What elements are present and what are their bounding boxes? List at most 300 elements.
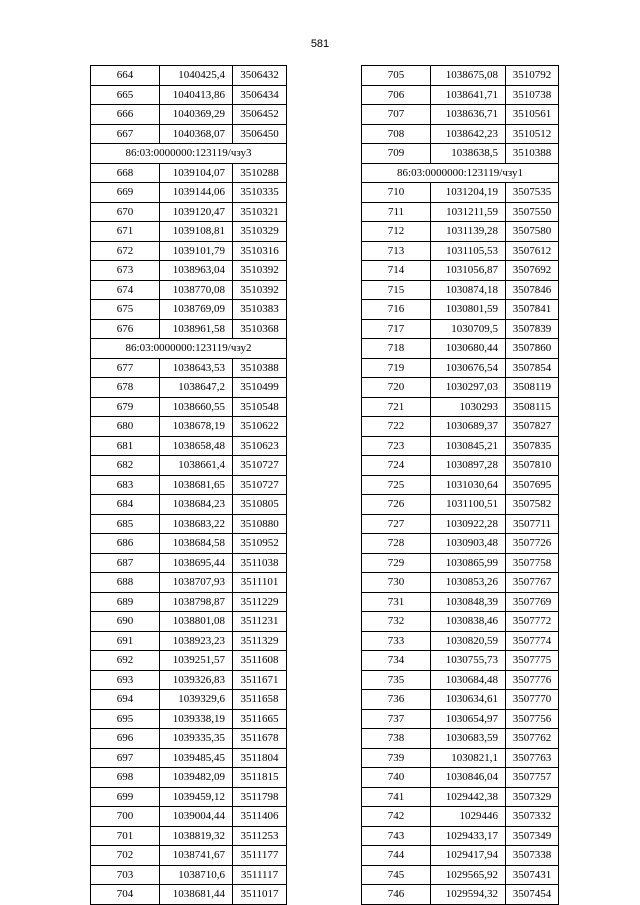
point-number-cell: 717 <box>362 319 431 339</box>
y-coordinate-cell: 3507756 <box>506 709 559 729</box>
table-row <box>362 358 559 378</box>
y-coordinate-cell: 3511608 <box>233 651 287 671</box>
point-number-cell: 684 <box>91 495 160 515</box>
y-coordinate-cell: 3507763 <box>506 748 559 768</box>
y-coordinate-cell: 3507810 <box>506 456 559 476</box>
point-number-cell: 705 <box>362 66 431 86</box>
y-coordinate-cell: 3511117 <box>233 865 287 885</box>
table-row <box>91 709 287 729</box>
y-coordinate-cell: 3507774 <box>506 631 559 651</box>
x-coordinate-cell: 1030846,04 <box>431 768 506 788</box>
x-coordinate-cell: 1031030,64 <box>431 475 506 495</box>
table-row <box>91 573 287 593</box>
point-number-cell: 675 <box>91 300 160 320</box>
y-coordinate-cell: 3507767 <box>506 573 559 593</box>
table-row <box>91 885 287 905</box>
table-row <box>362 183 559 203</box>
point-number-cell: 666 <box>91 105 160 125</box>
x-coordinate-cell: 1030293 <box>431 397 506 417</box>
y-coordinate-cell: 3507692 <box>506 261 559 281</box>
table-row <box>362 436 559 456</box>
y-coordinate-cell: 3507835 <box>506 436 559 456</box>
y-coordinate-cell: 3510738 <box>506 85 559 105</box>
x-coordinate-cell: 1038695,44 <box>160 553 233 573</box>
table-row <box>362 846 559 866</box>
x-coordinate-cell: 1030845,21 <box>431 436 506 456</box>
y-coordinate-cell: 3510952 <box>233 534 287 554</box>
table-row <box>362 261 559 281</box>
y-coordinate-cell: 3507726 <box>506 534 559 554</box>
table-row <box>362 553 559 573</box>
point-number-cell: 677 <box>91 358 160 378</box>
point-number-cell: 702 <box>91 846 160 866</box>
point-number-cell: 718 <box>362 339 431 359</box>
table-row <box>362 202 559 222</box>
point-number-cell: 714 <box>362 261 431 281</box>
x-coordinate-cell: 1040413,86 <box>160 85 233 105</box>
point-number-cell: 688 <box>91 573 160 593</box>
y-coordinate-cell: 3510792 <box>506 66 559 86</box>
point-number-cell: 670 <box>91 202 160 222</box>
y-coordinate-cell: 3511658 <box>233 690 287 710</box>
y-coordinate-cell: 3507349 <box>506 826 559 846</box>
table-row <box>91 787 287 807</box>
y-coordinate-cell: 3510499 <box>233 378 287 398</box>
point-number-cell: 664 <box>91 66 160 86</box>
table-row <box>91 105 287 125</box>
table-row <box>362 495 559 515</box>
table-row <box>91 534 287 554</box>
y-coordinate-cell: 3510392 <box>233 280 287 300</box>
point-number-cell: 724 <box>362 456 431 476</box>
point-number-cell: 744 <box>362 846 431 866</box>
table-row <box>362 709 559 729</box>
table-row <box>91 261 287 281</box>
point-number-cell: 721 <box>362 397 431 417</box>
y-coordinate-cell: 3510321 <box>233 202 287 222</box>
x-coordinate-cell: 1039482,09 <box>160 768 233 788</box>
y-coordinate-cell: 3511815 <box>233 768 287 788</box>
x-coordinate-cell: 1038678,19 <box>160 417 233 437</box>
x-coordinate-cell: 1038660,55 <box>160 397 233 417</box>
point-number-cell: 729 <box>362 553 431 573</box>
point-number-cell: 665 <box>91 85 160 105</box>
point-number-cell: 672 <box>91 241 160 261</box>
point-number-cell: 727 <box>362 514 431 534</box>
x-coordinate-cell: 1039120,47 <box>160 202 233 222</box>
x-coordinate-cell: 1039335,35 <box>160 729 233 749</box>
section-header-row <box>362 163 559 183</box>
point-number-cell: 730 <box>362 573 431 593</box>
point-number-cell: 696 <box>91 729 160 749</box>
table-row <box>91 846 287 866</box>
x-coordinate-cell: 1038647,2 <box>160 378 233 398</box>
y-coordinate-cell: 3506432 <box>233 66 287 86</box>
y-coordinate-cell: 3507612 <box>506 241 559 261</box>
x-coordinate-cell: 1030683,59 <box>431 729 506 749</box>
y-coordinate-cell: 3511678 <box>233 729 287 749</box>
table-row <box>362 319 559 339</box>
point-number-cell: 700 <box>91 807 160 827</box>
y-coordinate-cell: 3511177 <box>233 846 287 866</box>
y-coordinate-cell: 3507860 <box>506 339 559 359</box>
y-coordinate-cell: 3510880 <box>233 514 287 534</box>
table-row <box>91 631 287 651</box>
section-title: 86:03:0000000:123119/чзу1 <box>362 163 559 183</box>
y-coordinate-cell: 3511229 <box>233 592 287 612</box>
x-coordinate-cell: 1030820,59 <box>431 631 506 651</box>
point-number-cell: 726 <box>362 495 431 515</box>
point-number-cell: 671 <box>91 222 160 242</box>
y-coordinate-cell: 3507695 <box>506 475 559 495</box>
table-row <box>91 826 287 846</box>
y-coordinate-cell: 3510623 <box>233 436 287 456</box>
y-coordinate-cell: 3510561 <box>506 105 559 125</box>
x-coordinate-cell: 1030676,54 <box>431 358 506 378</box>
y-coordinate-cell: 3507846 <box>506 280 559 300</box>
y-coordinate-cell: 3508115 <box>506 397 559 417</box>
y-coordinate-cell: 3507711 <box>506 514 559 534</box>
y-coordinate-cell: 3510727 <box>233 456 287 476</box>
table-row <box>362 729 559 749</box>
y-coordinate-cell: 3511101 <box>233 573 287 593</box>
point-number-cell: 667 <box>91 124 160 144</box>
y-coordinate-cell: 3506450 <box>233 124 287 144</box>
y-coordinate-cell: 3511231 <box>233 612 287 632</box>
point-number-cell: 687 <box>91 553 160 573</box>
x-coordinate-cell: 1029594,32 <box>431 885 506 905</box>
x-coordinate-cell: 1038643,53 <box>160 358 233 378</box>
point-number-cell: 674 <box>91 280 160 300</box>
y-coordinate-cell: 3507854 <box>506 358 559 378</box>
y-coordinate-cell: 3510548 <box>233 397 287 417</box>
table-row <box>362 768 559 788</box>
table-row <box>362 807 559 827</box>
table-row <box>362 885 559 905</box>
table-row <box>362 748 559 768</box>
x-coordinate-cell: 1038707,93 <box>160 573 233 593</box>
point-number-cell: 742 <box>362 807 431 827</box>
y-coordinate-cell: 3510512 <box>506 124 559 144</box>
y-coordinate-cell: 3510388 <box>506 144 559 164</box>
x-coordinate-cell: 1038923,23 <box>160 631 233 651</box>
x-coordinate-cell: 1040368,07 <box>160 124 233 144</box>
coordinates-table-left <box>90 65 287 905</box>
table-row <box>91 300 287 320</box>
y-coordinate-cell: 3507757 <box>506 768 559 788</box>
table-row <box>91 807 287 827</box>
table-row <box>91 124 287 144</box>
table-row <box>91 592 287 612</box>
x-coordinate-cell: 1030634,61 <box>431 690 506 710</box>
table-row <box>362 339 559 359</box>
x-coordinate-cell: 1030801,59 <box>431 300 506 320</box>
point-number-cell: 699 <box>91 787 160 807</box>
x-coordinate-cell: 1029565,92 <box>431 865 506 885</box>
point-number-cell: 694 <box>91 690 160 710</box>
y-coordinate-cell: 3507770 <box>506 690 559 710</box>
x-coordinate-cell: 1038683,22 <box>160 514 233 534</box>
table-row <box>362 66 559 86</box>
x-coordinate-cell: 1030848,39 <box>431 592 506 612</box>
y-coordinate-cell: 3507580 <box>506 222 559 242</box>
y-coordinate-cell: 3507758 <box>506 553 559 573</box>
table-row <box>362 144 559 164</box>
x-coordinate-cell: 1038769,09 <box>160 300 233 320</box>
table-row <box>362 787 559 807</box>
table-row <box>91 378 287 398</box>
y-coordinate-cell: 3511038 <box>233 553 287 573</box>
point-number-cell: 716 <box>362 300 431 320</box>
y-coordinate-cell: 3510368 <box>233 319 287 339</box>
point-number-cell: 669 <box>91 183 160 203</box>
y-coordinate-cell: 3507776 <box>506 670 559 690</box>
section-title: 86:03:0000000:123119/чзу3 <box>91 144 287 164</box>
point-number-cell: 680 <box>91 417 160 437</box>
point-number-cell: 695 <box>91 709 160 729</box>
x-coordinate-cell: 1030821,1 <box>431 748 506 768</box>
table-row <box>91 690 287 710</box>
table-row <box>362 300 559 320</box>
x-coordinate-cell: 1038658,48 <box>160 436 233 456</box>
table-row <box>362 241 559 261</box>
table-row <box>362 280 559 300</box>
table-row <box>91 183 287 203</box>
x-coordinate-cell: 1038661,4 <box>160 456 233 476</box>
x-coordinate-cell: 1040369,29 <box>160 105 233 125</box>
x-coordinate-cell: 1030689,37 <box>431 417 506 437</box>
table-row <box>362 865 559 885</box>
point-number-cell: 722 <box>362 417 431 437</box>
x-coordinate-cell: 1030297,03 <box>431 378 506 398</box>
y-coordinate-cell: 3510392 <box>233 261 287 281</box>
y-coordinate-cell: 3508119 <box>506 378 559 398</box>
y-coordinate-cell: 3510805 <box>233 495 287 515</box>
section-title: 86:03:0000000:123119/чзу2 <box>91 339 287 359</box>
table-row <box>91 651 287 671</box>
table-row <box>91 163 287 183</box>
table-row <box>91 670 287 690</box>
point-number-cell: 711 <box>362 202 431 222</box>
point-number-cell: 728 <box>362 534 431 554</box>
x-coordinate-cell: 1038684,23 <box>160 495 233 515</box>
x-coordinate-cell: 1038819,32 <box>160 826 233 846</box>
x-coordinate-cell: 1039104,07 <box>160 163 233 183</box>
x-coordinate-cell: 1039338,19 <box>160 709 233 729</box>
table-row <box>362 670 559 690</box>
table-row <box>91 280 287 300</box>
table-row <box>91 241 287 261</box>
table-row <box>362 475 559 495</box>
x-coordinate-cell: 1039459,12 <box>160 787 233 807</box>
point-number-cell: 725 <box>362 475 431 495</box>
x-coordinate-cell: 1038636,71 <box>431 105 506 125</box>
x-coordinate-cell: 1039485,45 <box>160 748 233 768</box>
x-coordinate-cell: 1038741,67 <box>160 846 233 866</box>
table-row <box>362 85 559 105</box>
point-number-cell: 679 <box>91 397 160 417</box>
table-row <box>91 748 287 768</box>
table-row <box>91 397 287 417</box>
table-row <box>91 456 287 476</box>
x-coordinate-cell: 1031100,51 <box>431 495 506 515</box>
x-coordinate-cell: 1039101,79 <box>160 241 233 261</box>
x-coordinate-cell: 1038684,58 <box>160 534 233 554</box>
x-coordinate-cell: 1039108,81 <box>160 222 233 242</box>
y-coordinate-cell: 3506452 <box>233 105 287 125</box>
x-coordinate-cell: 1038798,87 <box>160 592 233 612</box>
x-coordinate-cell: 1039326,83 <box>160 670 233 690</box>
y-coordinate-cell: 3507827 <box>506 417 559 437</box>
y-coordinate-cell: 3507332 <box>506 807 559 827</box>
point-number-cell: 689 <box>91 592 160 612</box>
x-coordinate-cell: 1030874,18 <box>431 280 506 300</box>
x-coordinate-cell: 1038961,58 <box>160 319 233 339</box>
point-number-cell: 738 <box>362 729 431 749</box>
y-coordinate-cell: 3511253 <box>233 826 287 846</box>
point-number-cell: 676 <box>91 319 160 339</box>
y-coordinate-cell: 3507535 <box>506 183 559 203</box>
x-coordinate-cell: 1039251,57 <box>160 651 233 671</box>
table-row <box>91 66 287 86</box>
table-row <box>91 358 287 378</box>
point-number-cell: 713 <box>362 241 431 261</box>
point-number-cell: 745 <box>362 865 431 885</box>
table-row <box>91 436 287 456</box>
y-coordinate-cell: 3507769 <box>506 592 559 612</box>
x-coordinate-cell: 1038638,5 <box>431 144 506 164</box>
table-row <box>362 222 559 242</box>
point-number-cell: 740 <box>362 768 431 788</box>
y-coordinate-cell: 3511406 <box>233 807 287 827</box>
y-coordinate-cell: 3507772 <box>506 612 559 632</box>
point-number-cell: 703 <box>91 865 160 885</box>
table-row <box>362 612 559 632</box>
point-number-cell: 706 <box>362 85 431 105</box>
x-coordinate-cell: 1038642,23 <box>431 124 506 144</box>
table-row <box>91 319 287 339</box>
table-row <box>362 573 559 593</box>
x-coordinate-cell: 1030684,48 <box>431 670 506 690</box>
coordinates-table-right <box>361 65 559 905</box>
point-number-cell: 746 <box>362 885 431 905</box>
x-coordinate-cell: 1031211,59 <box>431 202 506 222</box>
y-coordinate-cell: 3511665 <box>233 709 287 729</box>
page-number: 581 <box>310 38 330 50</box>
table-row <box>362 417 559 437</box>
point-number-cell: 690 <box>91 612 160 632</box>
y-coordinate-cell: 3510727 <box>233 475 287 495</box>
y-coordinate-cell: 3510388 <box>233 358 287 378</box>
point-number-cell: 741 <box>362 787 431 807</box>
y-coordinate-cell: 3510383 <box>233 300 287 320</box>
point-number-cell: 678 <box>91 378 160 398</box>
point-number-cell: 691 <box>91 631 160 651</box>
table-row <box>362 826 559 846</box>
table-row <box>91 865 287 885</box>
point-number-cell: 735 <box>362 670 431 690</box>
x-coordinate-cell: 1029442,38 <box>431 787 506 807</box>
point-number-cell: 707 <box>362 105 431 125</box>
y-coordinate-cell: 3511671 <box>233 670 287 690</box>
point-number-cell: 731 <box>362 592 431 612</box>
point-number-cell: 697 <box>91 748 160 768</box>
point-number-cell: 708 <box>362 124 431 144</box>
table-row <box>362 651 559 671</box>
x-coordinate-cell: 1029446 <box>431 807 506 827</box>
x-coordinate-cell: 1038963,04 <box>160 261 233 281</box>
x-coordinate-cell: 1038681,44 <box>160 885 233 905</box>
y-coordinate-cell: 3507329 <box>506 787 559 807</box>
table-row <box>362 631 559 651</box>
point-number-cell: 710 <box>362 183 431 203</box>
table-row <box>91 768 287 788</box>
y-coordinate-cell: 3510622 <box>233 417 287 437</box>
table-row <box>362 397 559 417</box>
table-row <box>91 495 287 515</box>
point-number-cell: 733 <box>362 631 431 651</box>
y-coordinate-cell: 3507550 <box>506 202 559 222</box>
point-number-cell: 739 <box>362 748 431 768</box>
x-coordinate-cell: 1030654,97 <box>431 709 506 729</box>
x-coordinate-cell: 1030903,48 <box>431 534 506 554</box>
x-coordinate-cell: 1030680,44 <box>431 339 506 359</box>
y-coordinate-cell: 3507431 <box>506 865 559 885</box>
y-coordinate-cell: 3507762 <box>506 729 559 749</box>
table-row <box>362 592 559 612</box>
x-coordinate-cell: 1039329,6 <box>160 690 233 710</box>
y-coordinate-cell: 3510329 <box>233 222 287 242</box>
y-coordinate-cell: 3507582 <box>506 495 559 515</box>
table-row <box>91 514 287 534</box>
table-row <box>91 202 287 222</box>
y-coordinate-cell: 3507841 <box>506 300 559 320</box>
point-number-cell: 720 <box>362 378 431 398</box>
x-coordinate-cell: 1029417,94 <box>431 846 506 866</box>
y-coordinate-cell: 3506434 <box>233 85 287 105</box>
table-row <box>362 378 559 398</box>
table-row <box>362 105 559 125</box>
point-number-cell: 704 <box>91 885 160 905</box>
point-number-cell: 715 <box>362 280 431 300</box>
table-row <box>91 475 287 495</box>
table-row <box>362 690 559 710</box>
x-coordinate-cell: 1038641,71 <box>431 85 506 105</box>
table-row <box>91 222 287 242</box>
point-number-cell: 736 <box>362 690 431 710</box>
point-number-cell: 668 <box>91 163 160 183</box>
point-number-cell: 723 <box>362 436 431 456</box>
point-number-cell: 737 <box>362 709 431 729</box>
x-coordinate-cell: 1030922,28 <box>431 514 506 534</box>
y-coordinate-cell: 3511798 <box>233 787 287 807</box>
x-coordinate-cell: 1031105,53 <box>431 241 506 261</box>
y-coordinate-cell: 3507839 <box>506 319 559 339</box>
point-number-cell: 686 <box>91 534 160 554</box>
table-row <box>91 553 287 573</box>
point-number-cell: 682 <box>91 456 160 476</box>
table-row <box>362 456 559 476</box>
point-number-cell: 712 <box>362 222 431 242</box>
point-number-cell: 685 <box>91 514 160 534</box>
y-coordinate-cell: 3511804 <box>233 748 287 768</box>
table-row <box>362 514 559 534</box>
point-number-cell: 698 <box>91 768 160 788</box>
x-coordinate-cell: 1031139,28 <box>431 222 506 242</box>
point-number-cell: 743 <box>362 826 431 846</box>
point-number-cell: 681 <box>91 436 160 456</box>
section-header-row <box>91 144 287 164</box>
